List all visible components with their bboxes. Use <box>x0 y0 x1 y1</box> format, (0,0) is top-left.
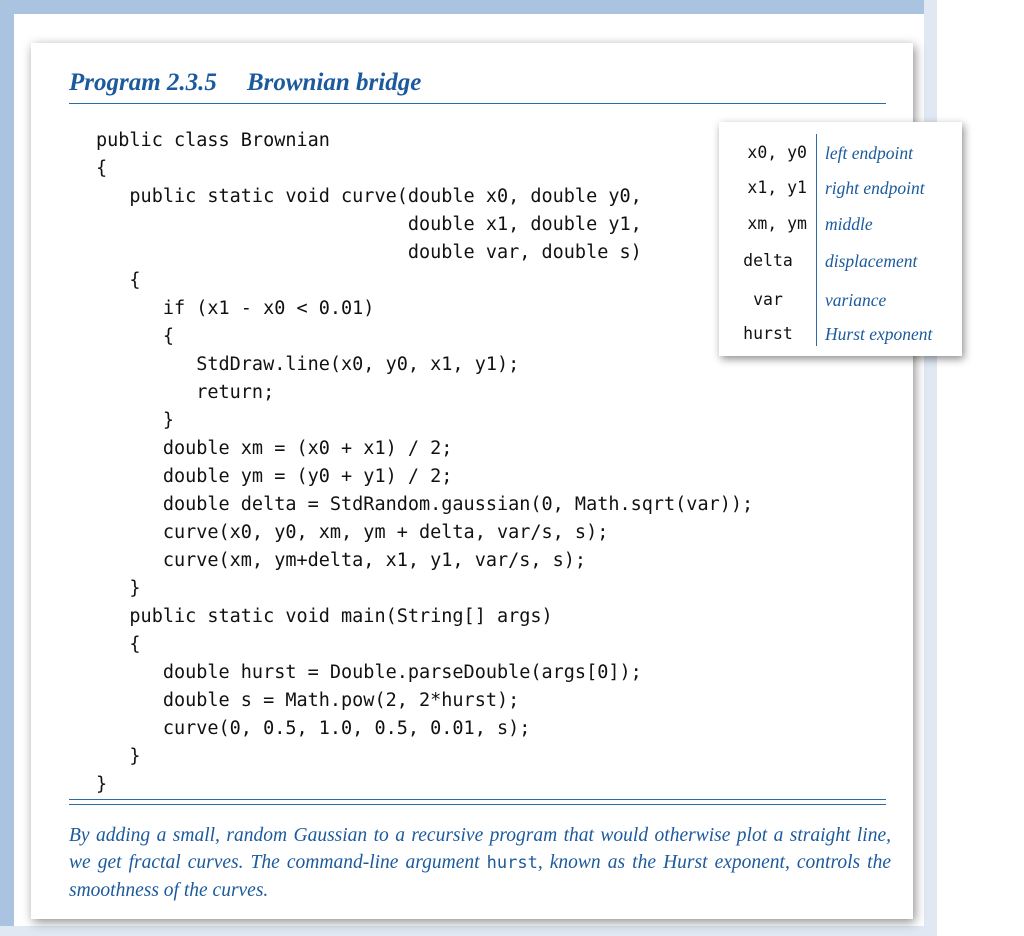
frame-top-bar <box>0 0 937 14</box>
legend-desc: displacement <box>825 251 918 271</box>
legend-row <box>719 251 962 285</box>
title-rule <box>69 103 886 104</box>
caption-text-before: By adding a small, random Gaussian to a recursive program that would otherwise plot a straight line, we get fractal curves. The command-line argument <box>69 825 891 873</box>
legend-row <box>719 290 962 324</box>
code-line: } <box>96 410 174 431</box>
code-line: public static void main(String[] args) <box>96 606 553 627</box>
caption-code-hurst: hurst <box>486 853 538 873</box>
code-line: public class Brownian <box>96 130 330 151</box>
code-line: { <box>96 634 141 655</box>
code-line: StdDraw.line(x0, y0, x1, y1); <box>96 354 520 375</box>
legend-var: xm, ym <box>747 214 807 233</box>
caption-rule-top <box>69 799 886 800</box>
legend-var: x0, y0 <box>747 143 807 162</box>
code-line: { <box>96 270 141 291</box>
code-line: double x1, double y1, <box>96 214 642 235</box>
legend-row <box>719 214 962 248</box>
code-line: curve(xm, ym+delta, x1, y1, var/s, s); <box>96 550 587 571</box>
legend-var: hurst <box>743 324 793 343</box>
legend-row <box>719 178 962 212</box>
caption-text-after: , known as the Hurst exponent, controls the smoothness of the curves. <box>69 852 892 901</box>
code-line: double hurst = Double.parseDouble(args[0]); <box>96 662 642 683</box>
legend-var: x1, y1 <box>747 178 807 197</box>
legend-desc: variance <box>825 290 887 310</box>
program-title <box>69 69 421 97</box>
legend-desc: right endpoint <box>825 178 925 198</box>
legend-desc: middle <box>825 214 873 234</box>
frame-left-bar <box>0 0 14 936</box>
program-name: Brownian bridge <box>246 69 422 96</box>
legend-var: var <box>753 290 783 309</box>
legend-row <box>719 324 962 358</box>
code-line: } <box>96 578 141 599</box>
code-line: } <box>96 746 141 767</box>
code-line: double ym = (y0 + y1) / 2; <box>96 466 453 487</box>
legend-desc: left endpoint <box>825 143 913 163</box>
code-line: double var, double s) <box>96 242 642 263</box>
legend-desc: Hurst exponent <box>825 324 933 344</box>
code-line: curve(0, 0.5, 1.0, 0.5, 0.01, s); <box>96 718 531 739</box>
code-line: { <box>96 158 108 179</box>
code-line: curve(x0, y0, xm, ym + delta, var/s, s); <box>96 522 609 543</box>
code-line: double xm = (x0 + x1) / 2; <box>96 438 453 459</box>
code-listing <box>96 127 753 799</box>
program-number: Program 2.3.5 <box>69 69 217 96</box>
code-line: if (x1 - x0 < 0.01) <box>96 298 375 319</box>
code-line: } <box>96 774 108 795</box>
program-caption <box>69 822 891 904</box>
code-line: { <box>96 326 174 347</box>
legend-var: delta <box>743 251 793 270</box>
code-line: double delta = StdRandom.gaussian(0, Math.sqrt(var)); <box>96 494 754 515</box>
variable-legend <box>719 122 962 356</box>
caption-rule-bottom <box>69 804 886 805</box>
code-line: public static void curve(double x0, double y0, <box>96 186 642 207</box>
code-line: return; <box>96 382 275 403</box>
legend-row <box>719 143 962 177</box>
frame-bottom-strip <box>0 926 937 936</box>
code-line: double s = Math.pow(2, 2*hurst); <box>96 690 520 711</box>
